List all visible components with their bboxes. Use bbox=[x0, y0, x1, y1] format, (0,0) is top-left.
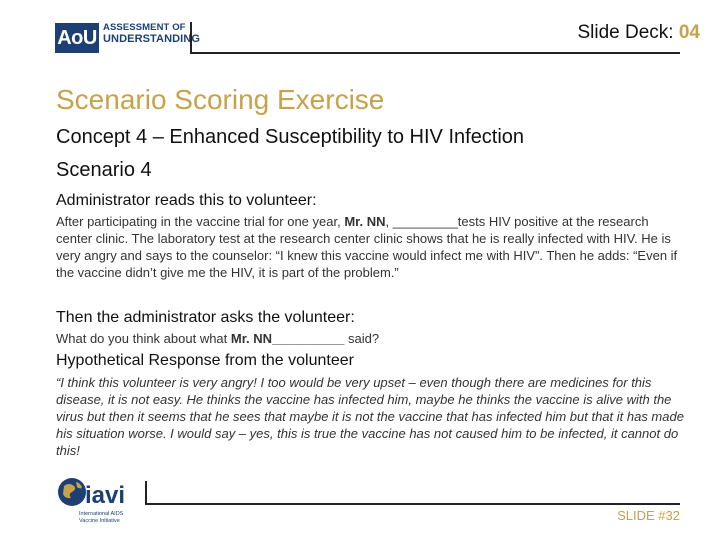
hypothetical-text: “I think this volunteer is very angry! I too would be very upset – even though there are medicines for this disease, it is not easy. He thinks the vaccine has infected him, maybe he thinks the vaccine is alive with the virus but then it seems that he sees that maybe it is not the vaccine that has infected him but that it has made his situation worse. I would say – yes, this is true the vaccine has not caused him to be infected, it cannot do this! bbox=[56, 375, 684, 458]
aou-logo bbox=[55, 22, 201, 54]
aou-logo-line1: ASSESSMENT OF bbox=[103, 22, 186, 33]
iavi-tagline-2: Vaccine Initiative bbox=[79, 518, 120, 524]
iavi-logo bbox=[55, 474, 135, 528]
aou-logo-mark: AoU bbox=[55, 23, 99, 53]
asks-text-after: said? bbox=[344, 331, 380, 346]
admin-text-after: , _________tests HIV positive at the research center clinic. The laboratory test at the research center clinic shows that he is really infected with HIV. He is very angry and says to the counselor: “I knew this vaccine would infect me with HIV”. Then he adds: “Even if the vaccine didn’t give me the HIV, it is part of the problem.” bbox=[56, 214, 678, 280]
aou-logo-line2: UNDERSTANDING bbox=[103, 33, 201, 45]
asks-text bbox=[56, 330, 686, 347]
administrator-heading: Administrator reads this to volunteer: bbox=[56, 192, 317, 209]
iavi-wordmark: iavi bbox=[85, 482, 126, 509]
asks-heading: Then the administrator asks the volunteer: bbox=[56, 309, 355, 326]
hypothetical-heading: Hypothetical Response from the volunteer bbox=[56, 352, 354, 369]
concept-subtitle: Concept 4 – Enhanced Susceptibility to HIV Infection bbox=[56, 126, 525, 148]
admin-text-name: Mr. NN bbox=[344, 214, 386, 229]
asks-text-name: Mr. NN__________ bbox=[230, 331, 345, 346]
slide-deck-text: Slide Deck: bbox=[577, 22, 674, 43]
iavi-tagline-1: International AIDS bbox=[79, 511, 124, 517]
slide-title: Scenario Scoring Exercise bbox=[56, 84, 385, 115]
admin-text-before: After participating in the vaccine trial for one year, bbox=[56, 214, 345, 229]
slide-number: SLIDE #32 bbox=[617, 508, 680, 523]
scenario-heading: Scenario 4 bbox=[56, 159, 152, 181]
administrator-text bbox=[56, 213, 686, 281]
asks-text-before: What do you think about what bbox=[56, 331, 231, 346]
aou-logo-text bbox=[103, 23, 200, 46]
footer-divider bbox=[145, 481, 680, 505]
slide-deck-number: 04 bbox=[678, 22, 700, 43]
slide-deck-label bbox=[577, 22, 700, 44]
